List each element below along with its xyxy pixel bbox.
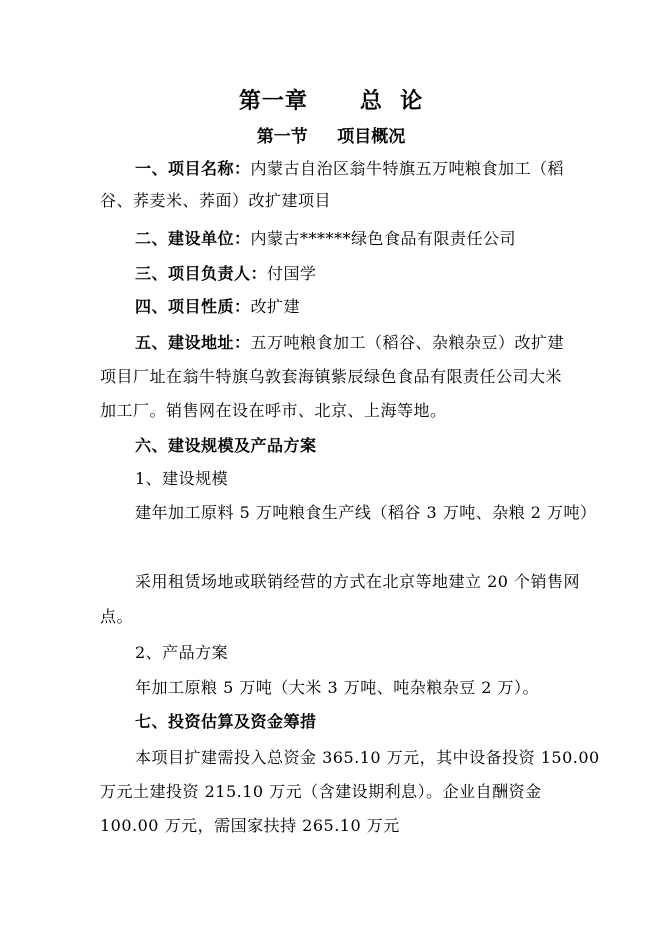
chapter-title: 第一章 总 论 [238,89,424,114]
item-label: 五、建设地址： [135,333,251,352]
item-text: 五万吨粮食加工（稻谷、杂粮杂豆）改扩建 [250,333,565,352]
section-title: 第一节 项目概况 [256,127,406,147]
item-construction-address [135,332,564,354]
section7-line1: 本项目扩建需投入总资金 365.10 万元，其中设备投资 150.00 [135,748,600,767]
section6-sub1-title: 1、建设规模 [135,469,229,488]
item-project-nature [135,296,300,318]
section6-sub2-title: 2、产品方案 [135,643,229,662]
item-text: 付国学 [267,264,317,283]
section6-sub1-text2: 采用租赁场地或联销经营的方式在北京等地建立 20 个销售网 [135,572,581,591]
section7-line2: 万元土建投资 215.10 万元（含建设期利息）。企业自酬资金 [100,782,542,801]
item-text: 改扩建 [250,297,301,316]
item-project-name [135,158,564,180]
section6-sub2-text: 年加工原粮 5 万吨（大米 3 万吨、吨杂粮杂豆 2 万）。 [135,678,540,697]
item-address-cont2: 加工厂。销售网在设在呼市、北京、上海等地。 [100,401,447,420]
section7-heading: 七、投资估算及资金筹措 [135,712,317,731]
item-label: 二、建设单位： [135,229,251,248]
section6-sub1-text2-cont: 点。 [100,607,134,626]
item-construction-unit [135,228,516,250]
item-text: 内蒙古******绿色食品有限责任公司 [250,229,517,248]
section7-line3: 100.00 万元，需国家扶持 265.10 万元 [100,816,400,835]
item-label: 四、项目性质： [135,297,251,316]
item-label: 三、项目负责人： [135,264,268,283]
item-address-cont1: 项目厂址在翁牛特旗乌敦套海镇紫辰绿色食品有限责任公司大米 [100,367,563,386]
item-label: 一、项目名称： [135,159,251,178]
section6-heading: 六、建设规模及产品方案 [135,436,317,455]
section6-sub1-text: 建年加工原料 5 万吨粮食生产线（稻谷 3 万吨、杂粮 2 万吨） [135,503,597,522]
item-project-leader [135,263,317,285]
item-text: 内蒙古自治区翁牛特旗五万吨粮食加工（稻 [250,159,565,178]
item-project-name-cont: 谷、荞麦米、荞面）改扩建项目 [100,191,332,210]
